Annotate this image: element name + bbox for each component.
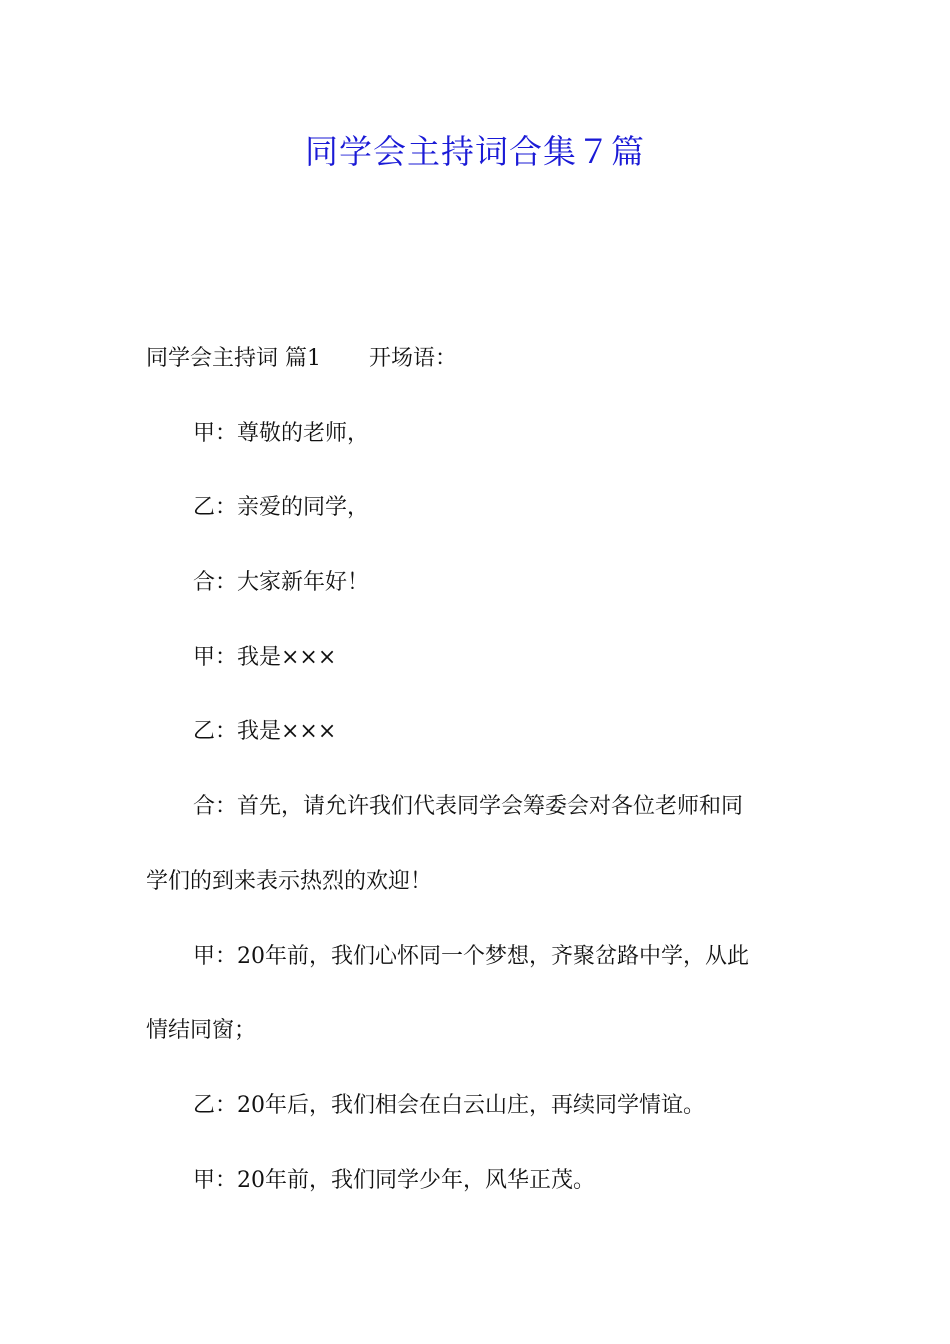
- paragraph: 乙：我是×××: [193, 719, 337, 744]
- paragraph: 甲：尊敬的老师，: [193, 421, 370, 446]
- paragraph: 甲：20年前，我们同学少年，风华正茂。: [193, 1168, 595, 1193]
- paragraph: 甲：我是×××: [193, 645, 337, 670]
- paragraph: 合：首先，请允许我们代表同学会筹委会对各位老师和同: [193, 794, 744, 819]
- section-heading-line: [146, 343, 826, 375]
- document-title: 同学会主持词合集７篇: [305, 132, 645, 171]
- paragraph: 甲：20年前，我们心怀同一个梦想，齐聚岔路中学，从此: [193, 944, 749, 969]
- paragraph: 乙：亲爱的同学，: [193, 495, 370, 520]
- paragraph: 乙：20年后，我们相会在白云山庄，再续同学情谊。: [193, 1093, 705, 1118]
- section-subheading: 开场语：: [369, 346, 458, 371]
- paragraph-continuation: 情结同窗；: [146, 1018, 257, 1043]
- paragraph-continuation: 学们的到来表示热烈的欢迎！: [146, 869, 433, 894]
- section-heading: 同学会主持词 篇1: [146, 346, 321, 371]
- paragraph: 合：大家新年好！: [193, 570, 370, 595]
